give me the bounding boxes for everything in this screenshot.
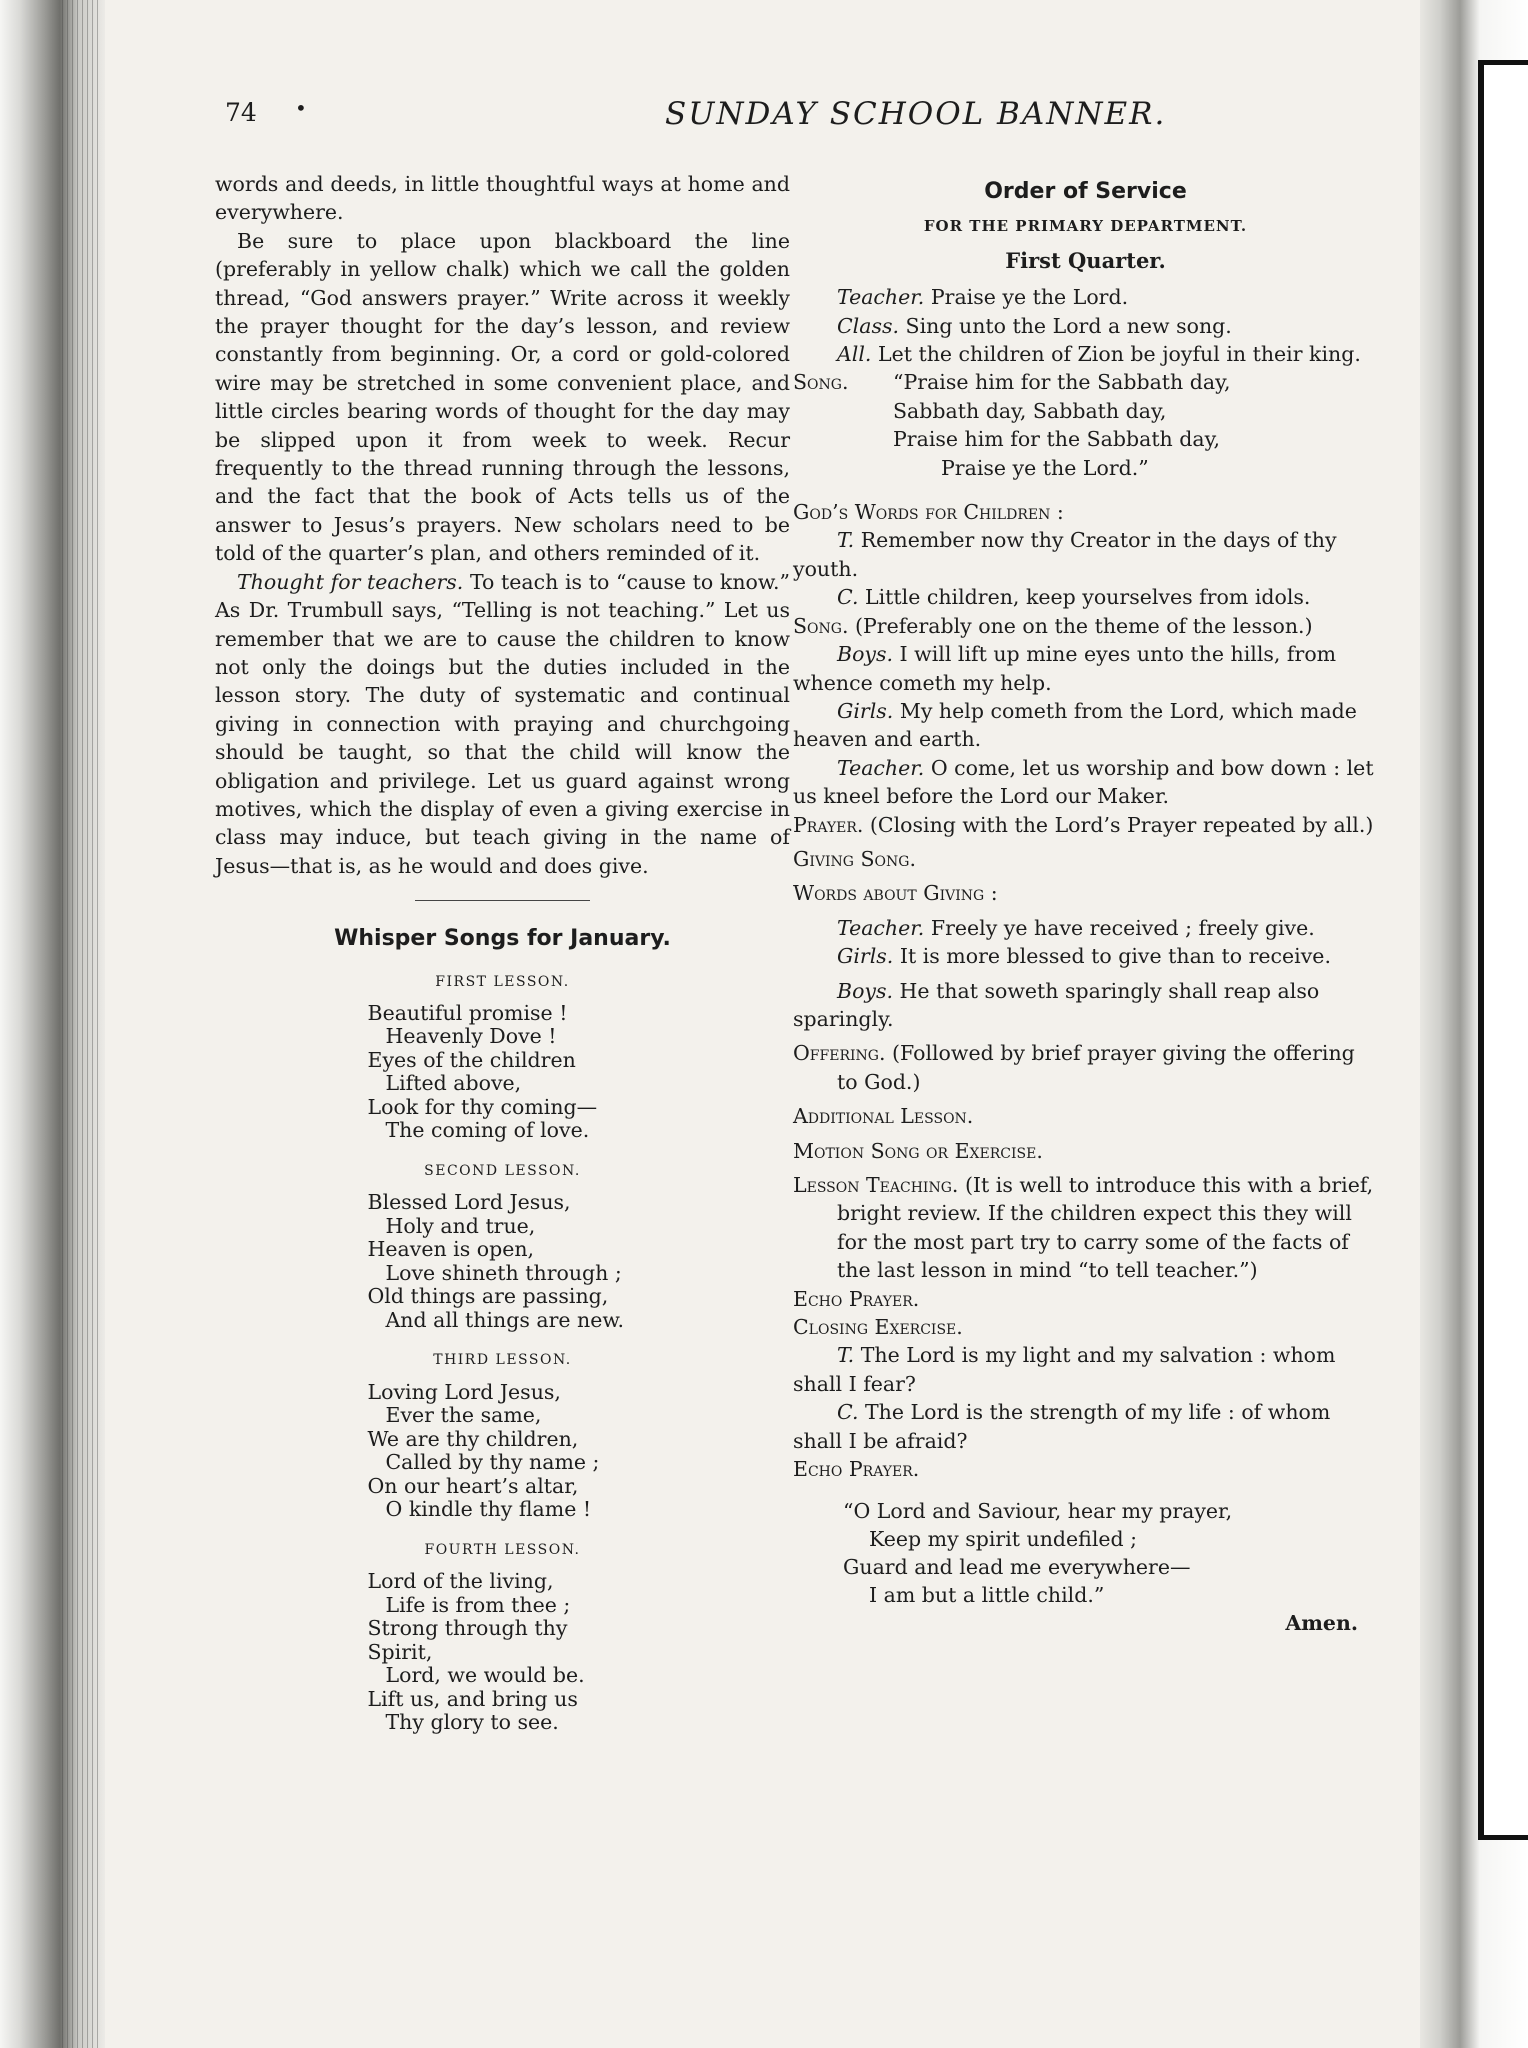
service-text: The Lord is the strength of my life : of whom shall I be afraid? — [793, 1400, 1331, 1453]
poem-line: The coming of love. — [385, 1118, 590, 1143]
service-text: Praise ye the Lord. — [924, 285, 1129, 310]
paragraph-lead: Thought for teachers. — [237, 569, 464, 594]
poem-line: Eyes of the children — [367, 1047, 576, 1072]
lesson-heading: FIRST LESSON. — [435, 973, 570, 990]
paragraph — [215, 568, 790, 880]
speaker-label: Girls. — [837, 944, 894, 969]
service-text: (Preferably one on the theme of the lesson.) — [848, 613, 1313, 638]
service-text: Freely ye have received ; freely give. — [924, 915, 1315, 940]
speaker-label: T. — [837, 1343, 855, 1368]
speaker-label: Boys. — [837, 642, 894, 667]
speaker-label: All. — [837, 342, 872, 367]
left-column — [215, 170, 790, 1735]
service-text: I will lift up mine eyes unto the hills, from whence cometh my help. — [793, 642, 1337, 695]
section-label: Words about Giving : — [793, 881, 998, 906]
service-text: Remember now thy Creator in the days of thy youth. — [793, 528, 1337, 581]
poem-line: Holy and true, — [385, 1213, 536, 1238]
paragraph: Be sure to place upon blackboard the line (preferably in yellow chalk) which we call the golden thread, “God answers prayer.” Write across it weekly the prayer thought for the day’s lesson, and review constantly from beginning. Or, a cord or gold-colored wire may be stretched in some convenient place, and little circles bearing words of thought for the day may be slipped upon it from week to week. Recur frequently to the thread running through the lessons, and the fact that the book of Acts tells us of the answer to Jesus’s prayers. New scholars need to be told of the quarter’s plan, and others reminded of it. — [215, 228, 790, 566]
song-label: Song. — [793, 370, 849, 395]
paragraph-text: To teach is to “cause to know.” As Dr. Trumbull says, “Telling is not teaching.” Let us remember that we are to cause the children to know not only the doings but the duties included in the lesson story. The duty of systematic and continual giving in connection with praying and churchgoing should be taught, so that the child will know the obligation and privilege. Let us guard against wrong motives, which the display of even a giving exercise in class may induce, but teach giving in the name of Jesus—that is, as he would and does give. — [215, 569, 790, 878]
service-line — [793, 612, 1378, 640]
poem-line: Loving Lord Jesus, — [367, 1379, 561, 1404]
poem-line: Keep my spirit undefiled ; — [869, 1527, 1138, 1552]
right-column — [793, 178, 1378, 1638]
service-line — [793, 942, 1378, 970]
poem — [368, 1381, 638, 1522]
service-line — [793, 977, 1378, 1034]
poem-line: Guard and lead me everywhere— — [843, 1555, 1191, 1580]
service-line — [793, 526, 1378, 583]
page-header — [225, 98, 1185, 148]
speaker-label: Boys. — [837, 978, 894, 1003]
service-text: Sing unto the Lord a new song. — [899, 313, 1232, 338]
service-text: My help cometh from the Lord, which made heaven and earth. — [793, 698, 1357, 752]
poem-line: Ever the same, — [385, 1403, 542, 1428]
section-label: Motion Song or Exercise. — [793, 1138, 1043, 1163]
service-line — [793, 697, 1378, 754]
paragraph: words and deeds, in little thoughtful ways at home and everywhere. — [215, 172, 790, 225]
poem-line: I am but a little child.” — [869, 1583, 1105, 1608]
service-text: O come, let us worship and bow down : let us kneel before the Lord our Maker. — [793, 755, 1374, 809]
section-label: Echo Prayer. — [793, 1457, 920, 1482]
speaker-label: T. — [837, 528, 855, 553]
section-label: Closing Exercise. — [793, 1315, 963, 1340]
lesson-fourth — [215, 1536, 790, 1735]
service-text: (Closing with the Lord’s Prayer repeated by all.) — [863, 812, 1374, 837]
poem-line: Beautiful promise ! — [367, 1000, 568, 1025]
speaker-label: Offering. — [793, 1041, 886, 1066]
poem-line: We are thy children, — [367, 1426, 579, 1451]
service-text: Little children, keep yourselves from idols. — [858, 585, 1311, 610]
service-text: The Lord is my light and my salvation : whom shall I fear? — [793, 1343, 1336, 1396]
speaker-label: Girls. — [837, 698, 894, 723]
order-of-service-title: Order of Service — [984, 179, 1187, 204]
service-line — [793, 914, 1378, 942]
service-line — [793, 1398, 1378, 1455]
poem-line: Called by thy name ; — [385, 1450, 600, 1475]
running-title: SUNDAY SCHOOL BANNER. — [665, 96, 1167, 132]
lesson-first — [215, 968, 790, 1143]
poem — [368, 1002, 638, 1143]
poem-line: Lord, we would be. — [385, 1663, 585, 1688]
speaker-label: Prayer. — [793, 812, 864, 837]
song-lines — [893, 368, 1230, 482]
poem-line: Heaven is open, — [367, 1237, 535, 1262]
service-line — [793, 312, 1378, 340]
poem — [368, 1570, 638, 1735]
lesson-second — [215, 1157, 790, 1332]
service-line — [793, 340, 1378, 368]
speaker-label: Lesson Teaching. — [793, 1173, 959, 1197]
service-text: (It is well to introduce this with a brief, bright review. If the children expect this they will for the most part try to carry some of the facts of the last lesson in mind “to tell teacher.”) — [837, 1173, 1374, 1283]
service-line — [793, 640, 1378, 697]
speaker-label: C. — [837, 585, 859, 610]
song-line: Praise him for the Sabbath day, — [893, 427, 1220, 452]
poem-line: Lift us, and bring us — [367, 1686, 578, 1711]
lesson-third — [215, 1346, 790, 1521]
quarter-title: First Quarter. — [1005, 247, 1166, 273]
section-label: Echo Prayer. — [793, 1286, 920, 1311]
poem-line: O kindle thy flame ! — [385, 1497, 592, 1522]
speaker-label: Teacher. — [837, 915, 925, 940]
speaker-label: Class. — [837, 313, 900, 338]
poem-line: Lifted above, — [385, 1071, 522, 1096]
service-text: He that soweth sparingly shall reap also sparingly. — [793, 978, 1320, 1031]
speaker-label: Song. — [793, 613, 849, 638]
service-line — [793, 1171, 1378, 1285]
section-divider — [415, 900, 590, 901]
closing-poem — [843, 1497, 1378, 1609]
speaker-label: C. — [837, 1400, 859, 1425]
speaker-label: Teacher. — [837, 285, 925, 310]
poem-line: And all things are new. — [385, 1307, 624, 1332]
poem-line: Lord of the living, — [367, 1569, 554, 1594]
section-label: Giving Song. — [793, 846, 916, 871]
service-line — [793, 1341, 1378, 1398]
poem-line: “O Lord and Saviour, hear my prayer, — [843, 1499, 1233, 1524]
poem-line: On our heart’s altar, — [367, 1473, 579, 1498]
service-text: Let the children of Zion be joyful in their king. — [871, 342, 1361, 367]
section-label: God’s Words for Children : — [793, 500, 1064, 525]
poem — [368, 1191, 638, 1332]
service-line — [793, 754, 1378, 811]
amen: Amen. — [1285, 1611, 1358, 1636]
poem-line: Heavenly Dove ! — [385, 1024, 557, 1049]
poem-line: Old things are passing, — [367, 1284, 609, 1309]
poem-line: Thy glory to see. — [385, 1710, 559, 1735]
service-line — [793, 1039, 1378, 1096]
song-block — [793, 368, 1378, 482]
page-edges — [62, 0, 102, 2048]
poem-line: Strong through thy Spirit, — [367, 1616, 568, 1664]
whisper-songs-title: Whisper Songs for January. — [334, 926, 671, 952]
book-page — [105, 0, 1420, 2048]
scan-frame — [1478, 60, 1528, 1840]
service-line — [793, 283, 1378, 311]
poem-line: Blessed Lord Jesus, — [367, 1190, 571, 1215]
speaker-label: Teacher. — [837, 755, 925, 780]
lesson-heading: FOURTH LESSON. — [424, 1541, 581, 1558]
header-dot: • — [295, 96, 307, 120]
page-number: 74 — [225, 98, 257, 127]
service-text: It is more blessed to give than to receive. — [893, 944, 1331, 969]
service-text: (Followed by brief prayer giving the offering to God.) — [837, 1041, 1355, 1094]
lesson-heading: SECOND LESSON. — [424, 1162, 581, 1179]
poem-line: Love shineth through ; — [385, 1260, 622, 1285]
poem-line: Life is from thee ; — [385, 1592, 571, 1617]
song-line: Praise ye the Lord.” — [941, 455, 1149, 480]
lesson-heading: THIRD LESSON. — [433, 1352, 572, 1369]
service-line — [793, 583, 1378, 611]
song-line: “Praise him for the Sabbath day, — [893, 370, 1231, 395]
song-line: Sabbath day, Sabbath day, — [893, 398, 1167, 423]
department-subtitle: FOR THE PRIMARY DEPARTMENT. — [923, 217, 1248, 236]
section-label: Additional Lesson. — [793, 1104, 974, 1129]
service-line — [793, 811, 1378, 839]
poem-line: Look for thy coming— — [367, 1094, 598, 1119]
